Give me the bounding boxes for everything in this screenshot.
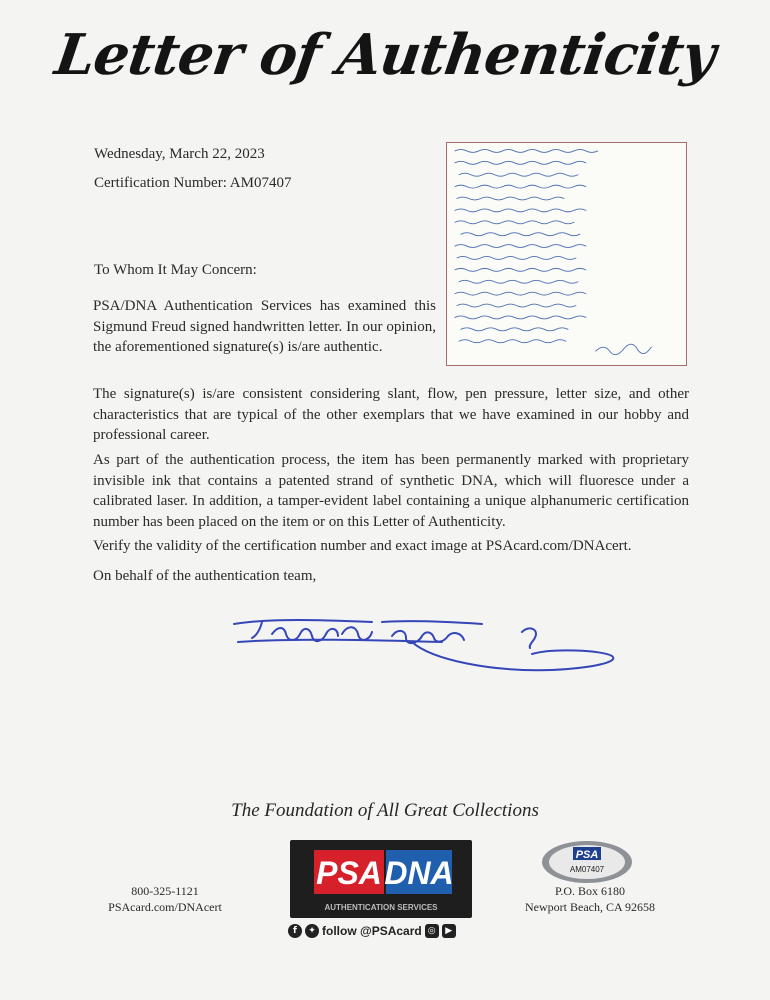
logo-subtitle: AUTHENTICATION SERVICES [324,903,438,912]
twitter-icon[interactable]: ✦ [305,924,319,938]
closing-line: On behalf of the authentication team, [93,568,317,584]
paragraph-verify: Verify the validity of the certification number and exact image at PSAcard.com/DNAcert. [93,538,632,554]
city-address: Newport Beach, CA 92658 [525,900,655,914]
paragraph-process: As part of the authentication process, the item has been permanently marked with proprietary invisible ink that contains a patented strand of synthetic DNA, which will fluoresce under a calibrated laser. In addition, a tamper-evident label containing a unique alphanumeric certification number has been placed on the item or on this Letter of Authenticity. [93,452,689,530]
website-link[interactable]: PSAcard.com/DNAcert [108,900,222,914]
instagram-icon[interactable]: ◎ [425,924,439,938]
label-brand-text: PSA [575,849,599,861]
po-box: P.O. Box 6180 [554,884,625,898]
label-cert-number: AM07407 [569,865,605,874]
psa-dna-logo [290,840,472,918]
facebook-icon[interactable]: f [288,924,302,938]
logo-dna-text: DNA [384,855,454,891]
psa-cert-label [541,840,633,884]
follow-handle[interactable]: follow @PSAcard [322,924,422,938]
youtube-icon[interactable]: ▶ [442,924,456,938]
contact-left [95,883,235,915]
tagline: The Foundation of All Great Collections [231,800,539,821]
contact-right [520,883,660,915]
greeting: To Whom It May Concern: [94,262,257,278]
letter-date: Wednesday, March 22, 2023 [94,146,265,162]
social-follow [288,922,478,940]
authenticator-signature [232,612,622,682]
handwritten-letter-image [446,142,687,366]
paragraph-consistency: The signature(s) is/are consistent considering slant, flow, pen pressure, letter size, and other characteristics that are typical of the other exemplars that we have examined in our hobby and professional career. [93,386,689,443]
logo-psa-text: PSA [316,855,382,891]
paragraph-examination: PSA/DNA Authentication Services has examined this Sigmund Freud signed handwritten letter. In our opinion, the aforementioned signature(s) is/are authentic. [93,298,436,355]
phone-number: 800-325-1121 [131,884,199,898]
page-title: Letter of Authenticity [51,22,719,88]
certification-number: Certification Number: AM07407 [94,175,292,191]
